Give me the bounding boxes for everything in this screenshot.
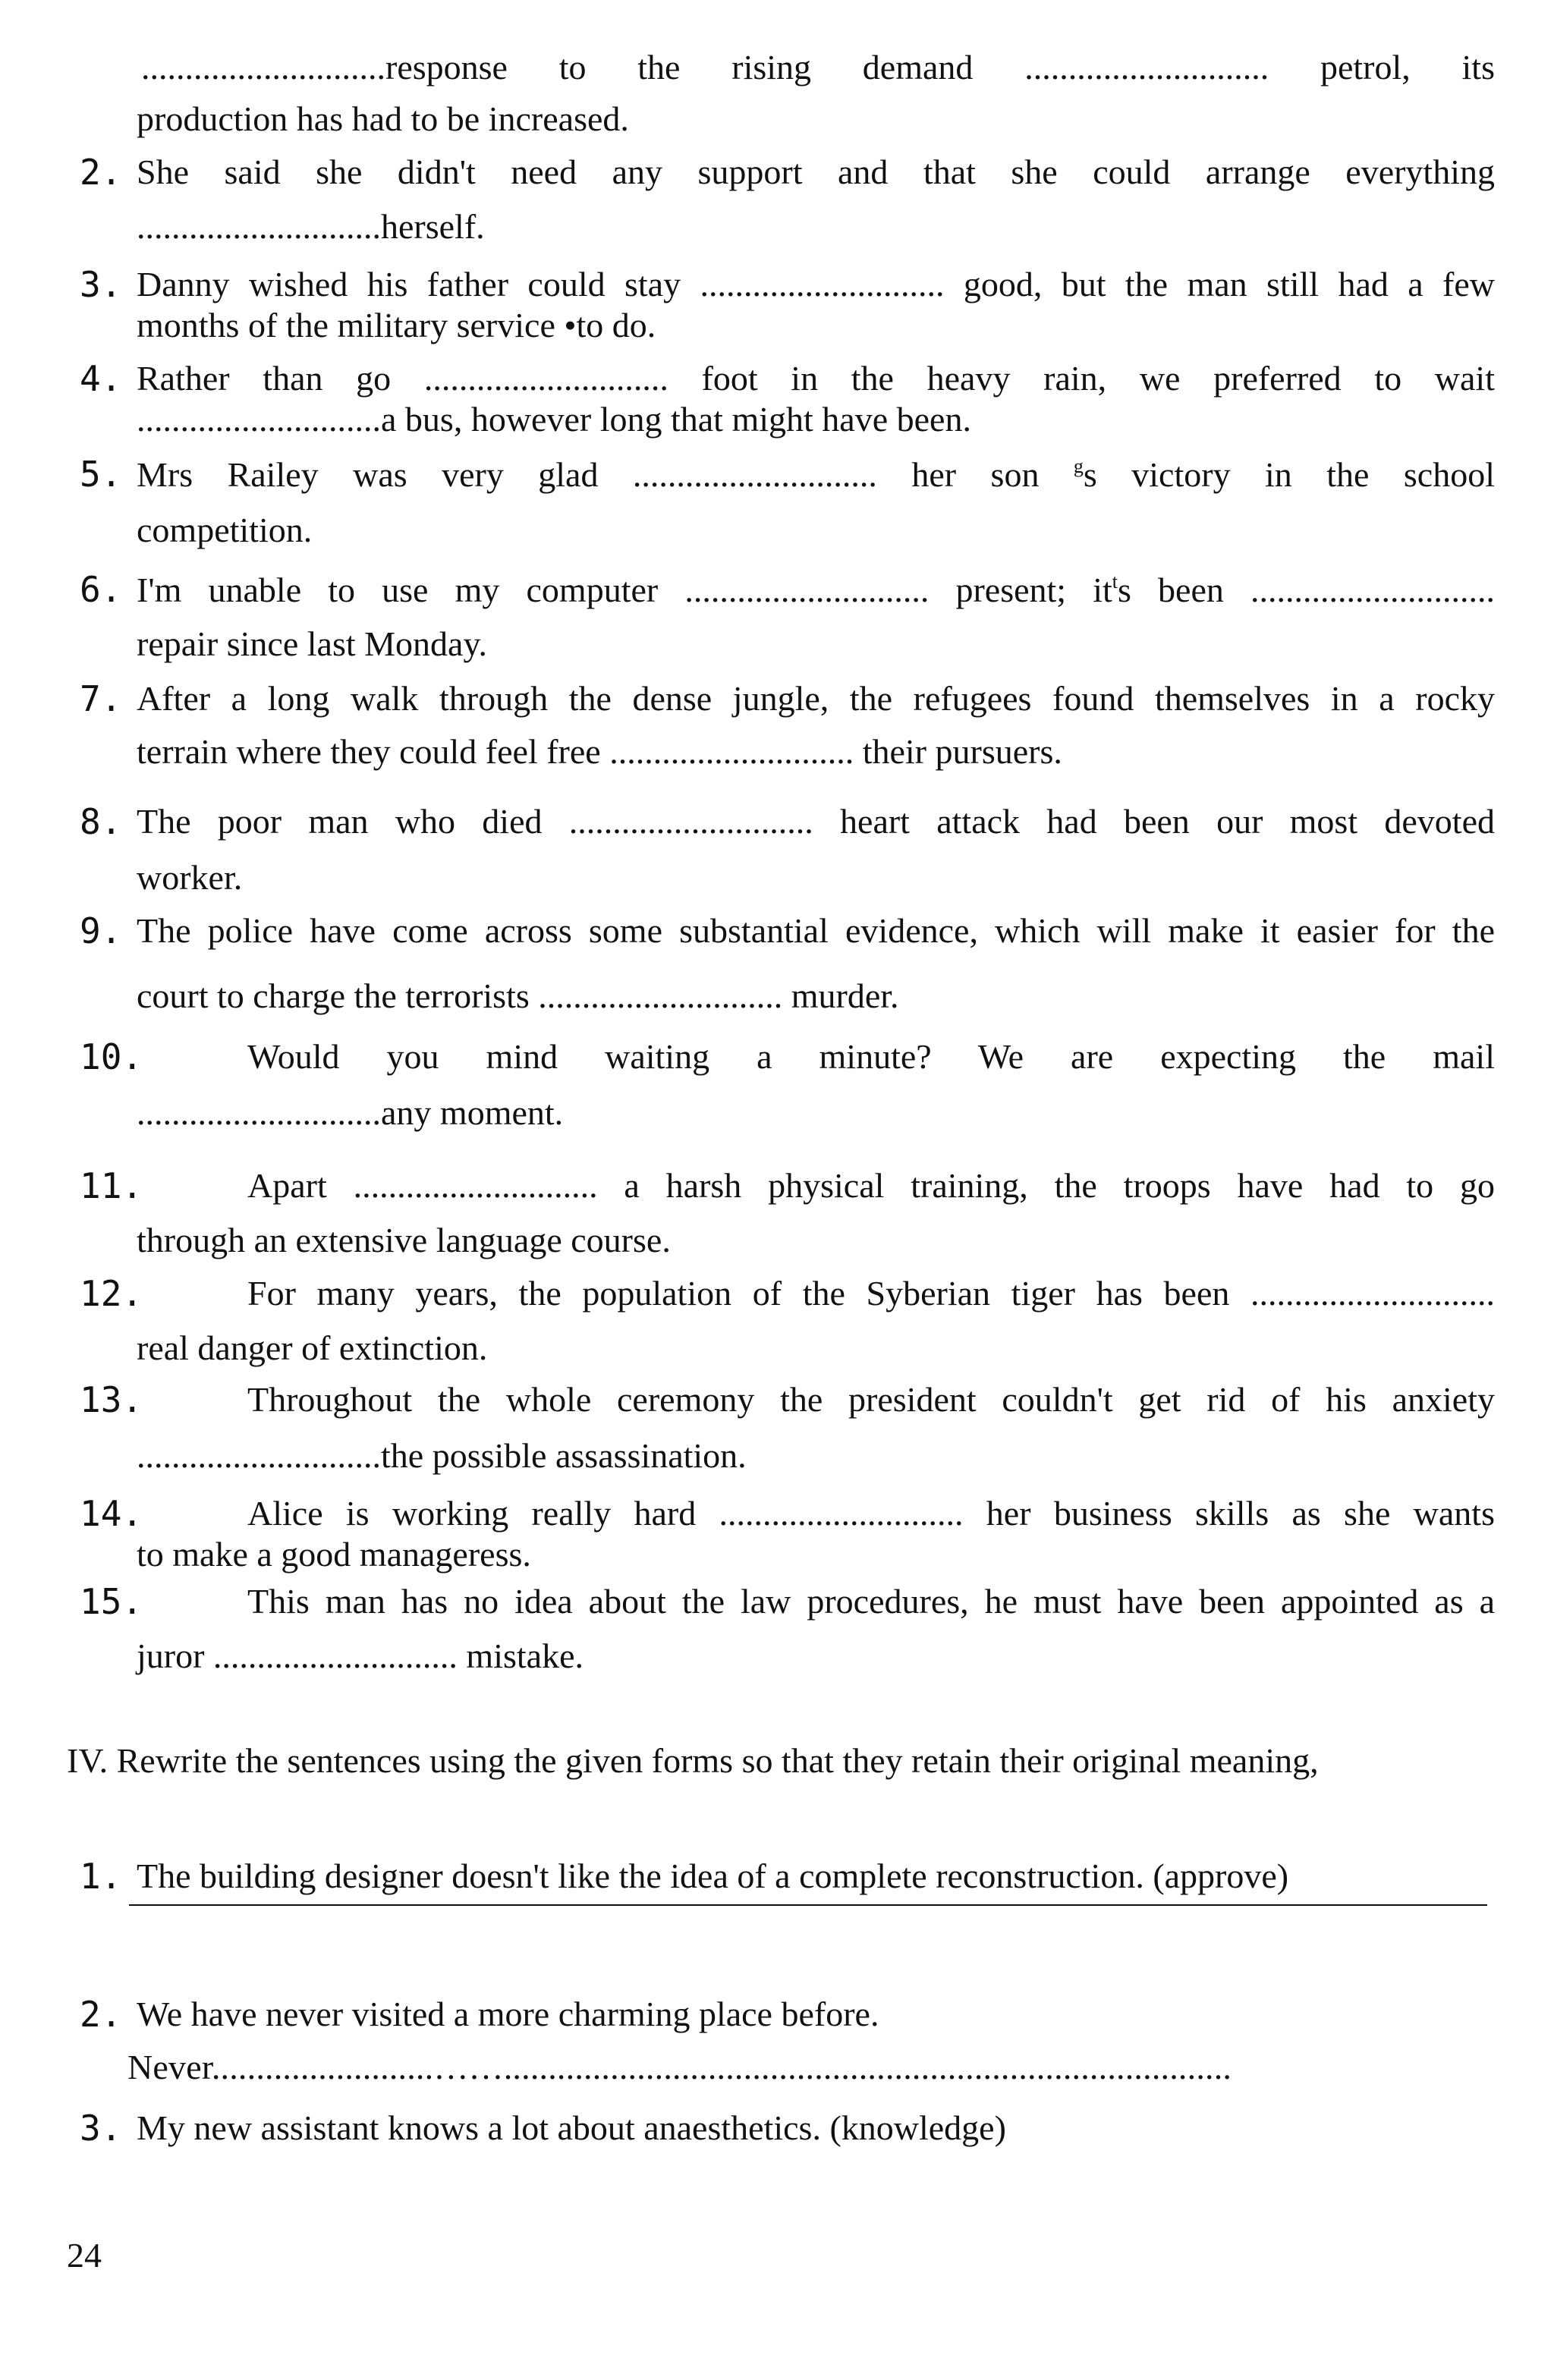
item-6-line-1: I'm unable to use my computer ............................ present; $it^ts$ been ............................ (137, 571, 1495, 609)
item-number: 1. (80, 1856, 122, 1897)
rewrite-3-sentence: My new assistant knows a lot about anaesthetics. (knowledge) (137, 2108, 1006, 2147)
item-5-line-1: Mrs Railey was very glad ............................ her son $^g$s victory in the school (137, 455, 1495, 494)
item-number: 11. (80, 1165, 143, 1206)
item-2-line-1: She said she didn't need any support and that she could arrange everything (137, 152, 1495, 191)
item-14-line-2: to make a good manageress. (137, 1535, 531, 1574)
item-7-line-2: terrain where they could feel free ............................ their pursuers. (137, 732, 1062, 771)
item-4-line-1: Rather than go ............................ foot in the heavy rain, we preferred to wait (137, 359, 1495, 398)
item-number: 12. (80, 1273, 143, 1314)
item-number: 10. (80, 1036, 143, 1077)
item-number: 13. (80, 1379, 143, 1420)
item-number: 5. (80, 454, 122, 495)
item-11-line-2: through an extensive language course. (137, 1221, 671, 1259)
item-number: 2. (80, 1994, 122, 2035)
item-number: 3. (80, 2108, 122, 2149)
item-3-line-1: Danny wished his father could stay ............................ good, but the man still had a few (137, 265, 1495, 303)
item-2-line-2: ............................herself. (137, 207, 485, 246)
item-number: 7. (80, 678, 122, 719)
item-12-line-1: For many years, the population of the Syberian tiger has been ............................ (247, 1274, 1495, 1313)
item-number: 3. (80, 264, 122, 305)
item-number: 14. (80, 1493, 143, 1534)
item-10-line-2: ............................any moment. (137, 1093, 564, 1132)
answer-underline (129, 1904, 1487, 1906)
exercise-iv-heading: IV. Rewrite the sentences using the given forms so that they retain their original meaning, (67, 1741, 1319, 1780)
page-number: 24 (67, 2236, 102, 2275)
item-number: 9. (80, 910, 122, 951)
item-number: 8. (80, 801, 122, 842)
item-number: 15. (80, 1581, 143, 1622)
item-8-line-1: The poor man who died ............................ heart attack had been our most devoted (137, 802, 1495, 841)
item-cont-line-2: production has had to be increased. (137, 99, 629, 138)
item-12-line-2: real danger of extinction. (137, 1328, 488, 1367)
item-13-line-1: Throughout the whole ceremony the president couldn't get rid of his anxiety (247, 1380, 1495, 1419)
item-11-line-1: Apart ............................ a harsh physical training, the troops have had to go (247, 1166, 1495, 1205)
item-cont-line-1: ............................response to the rising demand ............................ petrol, its (141, 48, 1495, 86)
item-5-line-2: competition. (137, 511, 313, 549)
item-14-line-1: Alice is working really hard ............................ her business skills as she wants (247, 1494, 1495, 1533)
item-3-line-2: months of the military service •to do. (137, 306, 656, 344)
item-15-line-1: This man has no idea about the law procedures, he must have been appointed as a (247, 1582, 1495, 1621)
rewrite-2-sentence: We have never visited a more charming place before. (137, 1995, 879, 2033)
rewrite-2-answer-line: Never.........................…….................................................................................. (127, 2048, 1232, 2086)
item-15-line-2: juror ............................ mistake. (137, 1636, 584, 1675)
item-number: 2. (80, 152, 122, 193)
item-9-line-2: court to charge the terrorists ............................ murder. (137, 976, 899, 1015)
item-number: 4. (80, 358, 122, 399)
item-9-line-1: The police have come across some substantial evidence, which will make it easier for the (137, 911, 1495, 950)
item-7-line-1: After a long walk through the dense jungle, the refugees found themselves in a rocky (137, 679, 1495, 718)
item-8-line-2: worker. (137, 858, 243, 897)
item-4-line-2: ............................a bus, however long that might have been. (137, 400, 971, 439)
rewrite-1-sentence: The building designer doesn't like the idea of a complete reconstruction. (approve) (137, 1857, 1289, 1895)
item-6-line-2: repair since last Monday. (137, 624, 487, 663)
item-13-line-2: ............................the possible assassination. (137, 1436, 747, 1475)
item-10-line-1: Would you mind waiting a minute? We are expecting the mail (247, 1037, 1495, 1076)
item-number: 6. (80, 569, 122, 610)
